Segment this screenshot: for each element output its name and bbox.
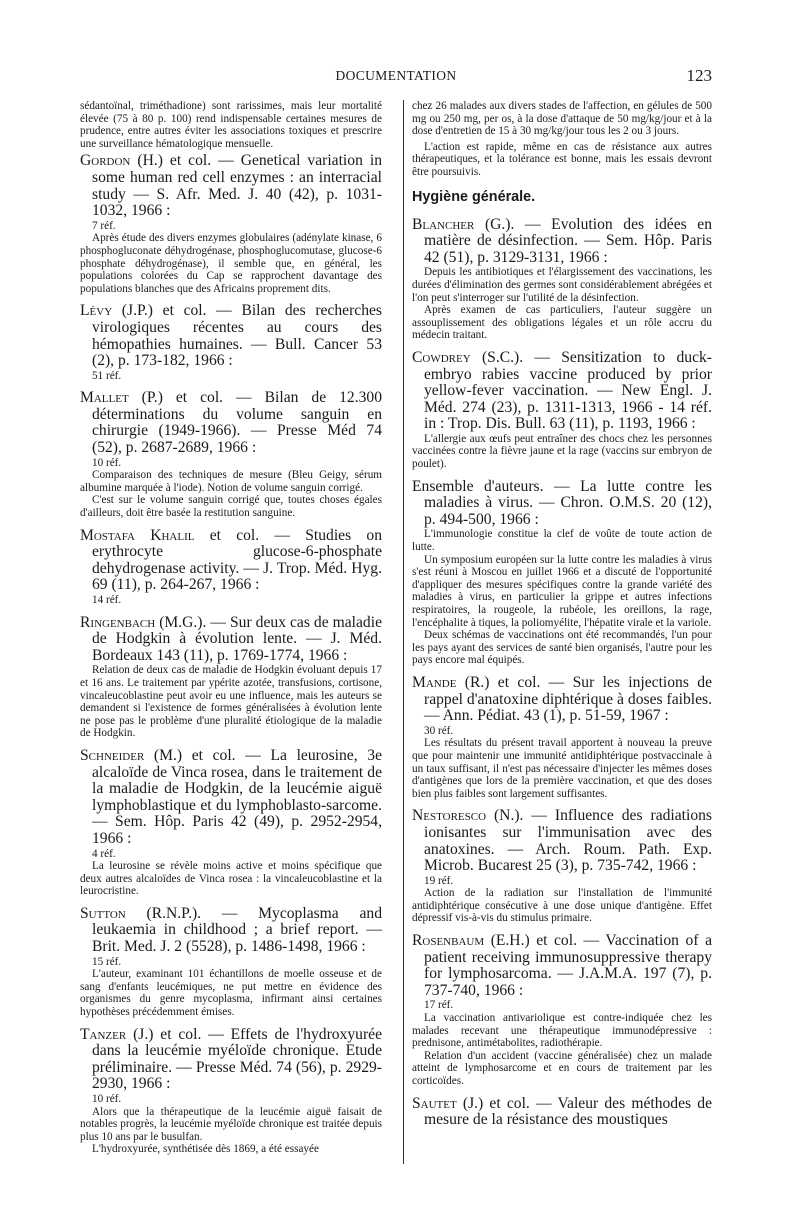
reference-count: 10 réf. <box>92 456 122 469</box>
bibliography-entry <box>412 1096 712 1129</box>
bibliography-entry <box>80 153 382 295</box>
bibliography-entry <box>412 933 712 1088</box>
citation-text: (M.G.). — Sur deux cas de maladie de Hodgkin à évolution lente. — J. Méd. Bordeaux 143 (11), p. 1769-1774, 1966 : <box>92 613 382 664</box>
author-name: Mostafa Khalil <box>80 526 195 544</box>
abstract-paragraph: Comparaison des techniques de mesure (Bleu Geigy, sérum albumine marquée à l'iode). Notion de volume sanguin corrigé. <box>80 469 382 494</box>
continuation-paragraph: chez 26 malades aux divers stades de l'affection, en gélules de 500 mg ou 250 mg, per os, à la dose d'attaque de 50 mg/kg/jour et à la dose d'entretien de 15 à 30 mg/kg/jour tous les 2 ou 3 jours. <box>412 100 712 138</box>
citation-text: (H.) et col. — Genetical variation in some human red cell enzymes : an interracial study — S. Afr. Med. J. 40 (42), p. 1031-1032, 1966 : <box>92 152 382 220</box>
bibliography-entry <box>412 350 712 471</box>
abstract-paragraph: L'hydroxyurée, synthétisée dès 1869, a été essayée <box>92 1143 319 1156</box>
bibliography-entry <box>80 748 382 898</box>
bibliography-entry <box>412 808 712 925</box>
citation <box>80 748 382 848</box>
author-name: Tanzer <box>80 1025 127 1043</box>
citation-text: (R.) et col. — Sur les injections de rappel d'anatoxine diphtérique à doses faibles. — Ann. Pédiat. 43 (1), p. 51-59, 1967 : <box>424 673 712 725</box>
citation-text: (P.) et col. — Bilan de 12.300 déterminations du volume sanguin en chirurgie (1949-1966). — Presse Méd 74 (52), p. 2687-2689, 1966 : <box>92 389 382 457</box>
author-name: Gordon <box>80 152 131 170</box>
reference-count: 17 réf. <box>424 999 454 1012</box>
citation <box>412 933 712 999</box>
page-number: 123 <box>686 66 712 85</box>
citation-text: (R.N.P.). — Mycoplasma and leukaemia in childhood ; a brief report. — Brit. Med. J. 2 (5528), p. 1486-1498, 1966 : <box>92 904 382 956</box>
author-name: Blancher <box>412 215 475 233</box>
author-name: Ringenbach <box>80 613 156 631</box>
citation-text: Ensemble d'auteurs. — La lutte contre les maladies à virus. — Chron. O.M.S. 20 (12), p. 494-500, 1966 : <box>412 477 712 528</box>
abstract-paragraph: La leurosine se révèle moins active et moins spécifique que deux autres alcaloïdes de Vinca rosea : la vincaleucoblastine et la leurocristine. <box>80 860 382 898</box>
author-name: Sautet <box>412 1094 457 1112</box>
abstract-paragraph: Un symposium européen sur la lutte contre les maladies à virus s'est réuni à Moscou en juillet 1966 et a discuté de l'opportunité d'appliquer des mesures spécifiques contre la grande variété des maladies à virus, en particulier la grippe et autres infections respiratoires, la rougeole, la rubéole, les oreillons, la rage, l'encéphalite à tiques, la poliomyélite, l'hépatite virale et la variole. <box>412 553 712 629</box>
author-name: Mande <box>412 673 457 691</box>
abstract-paragraph: L'allergie aux œufs peut entraîner des chocs chez les personnes vaccinées contre la fièvre jaune et la rage (vaccins sur embryon de poulet). <box>412 432 712 471</box>
abstract-paragraph: La vaccination antivariolique est contre-indiquée chez les malades recevant une thérapeutique immunodépressive : prednisone, antimétabolites, radiothérapie. <box>412 1012 712 1050</box>
citation <box>80 528 382 594</box>
continuation-paragraph: L'action est rapide, même en cas de résistance aux autres thérapeutiques, et la tolérance est bonne, mais les essais devront être poursuivis. <box>412 140 712 178</box>
citation <box>412 217 712 267</box>
bibliography-entry <box>80 906 382 1019</box>
citation <box>80 906 382 956</box>
bibliography-entry <box>412 217 712 342</box>
abstract-paragraph: L'immunologie constitue la clef de voûte de toute action de lutte. <box>412 528 712 554</box>
citation-text: (J.P.) et col. — Bilan des recherches virologiques récentes au cours des hémopathies humaines. — Bull. Cancer 53 (2), p. 173-182, 1966 : <box>92 302 382 370</box>
bibliography-entry <box>412 675 712 800</box>
author-name: Sutton <box>80 904 126 922</box>
abstract-paragraph: Les résultats du présent travail apportent à nouveau la preuve que pour maintenir une immunité antidiphtérique postvaccinale à un taux suffisant, il n'est pas nécessaire d'injecter les mêmes doses d'antigènes que lors de la première vaccination, et que des doses bien plus faibles sont largement suffisantes. <box>412 737 712 800</box>
citation <box>412 808 712 874</box>
citation-text: (J.) et col. — Effets de l'hydroxyurée dans la leucémie myéloïde chronique. Etude préliminaire. — Presse Méd. 74 (56), p. 2929-2930, 1966 : <box>92 1025 382 1093</box>
citation-text: (G.). — Evolution des idées en matière de désinfection. — Sem. Hôp. Paris 42 (51), p. 3129-3131, 1966 : <box>424 215 712 266</box>
citation-text: (E.H.) et col. — Vaccination of a patient receiving immunosuppressive therapy for lymphosarcoma. — J.A.M.A. 197 (7), p. 737-740, 1966 : <box>424 932 712 999</box>
citation <box>412 1096 712 1129</box>
author-name: Schneider <box>80 746 145 764</box>
citation-text: (N.). — Influence des radiations ionisantes sur l'immunisation avec des anatoxines. — Arch. Roum. Path. Exp. Microb. Bucarest 25 (3), p. 735-742, 1966 : <box>424 807 712 875</box>
bibliography-entry <box>80 303 382 382</box>
author-name: Lévy <box>80 302 113 320</box>
reference-count: 30 réf. <box>424 724 454 737</box>
reference-count: 51 réf. <box>92 369 122 382</box>
author-name: Mallet <box>80 389 129 407</box>
citation <box>80 153 382 219</box>
author-name: Rosenbaum <box>412 932 485 950</box>
citation <box>412 350 712 433</box>
right-column <box>403 100 712 1164</box>
abstract-paragraph: Après étude des divers enzymes globulaires (adénylate kinase, 6 phosphogluconate déhydrogénase, phosphoglucomutase, glucose-6 phosphate déhydrogénase), il semble que, en général, les populations colorées du Cap se rapprochent davantage des populations blanches que des Africains proprement dits. <box>80 232 382 295</box>
abstract-paragraph: Relation de deux cas de maladie de Hodgkin évoluant depuis 17 et 16 ans. Le traitement par ypérite azotée, transfusions, cortisone, vincaleucoblastine peut avoir eu une influence, mais les auteurs se demandent si l'existence de formes généralisées à évolution lente ne pose pas le problème d'une pluralité étiologique de la maladie de Hodgkin. <box>80 664 382 740</box>
citation <box>412 479 712 529</box>
citation <box>80 303 382 369</box>
citation-text: et col. — Studies on erythrocyte glucose-6-phosphate dehydrogenase activity. — J. Trop. Méd. Hyg. 69 (11), p. 264-267, 1966 : <box>92 526 382 594</box>
abstract-paragraph: Deux schémas de vaccinations ont été recommandés, l'un pour les pays ayant des services de santé bien organisés, l'autre pour les pays encore mal équipés. <box>412 629 712 667</box>
citation <box>80 1027 382 1093</box>
bibliography-entry <box>80 528 382 607</box>
bibliography-entry <box>412 479 712 667</box>
abstract-paragraph: L'auteur, examinant 101 échantillons de moelle osseuse et de sang d'enfants leucémiques, ne put mettre en évidence des organismes du genre mycoplasma, infirmant ainsi certaines hypothèses précédemment émises. <box>80 968 382 1019</box>
continuation-text: sédantoïnal, triméthadione) sont rarissimes, mais leur mortalité élevée (75 à 80 p. 100) rend indispensable certaines mesures de prudence, entre autres éviter les associations toxiques et prescrire une surveillance hématologique mensuelle. <box>80 100 382 150</box>
citation <box>412 675 712 725</box>
abstract-paragraph: Relation d'un accident (vaccine généralisée) chez un malade atteint de lymphosarcome et en cours de traitement par les corticoïdes. <box>412 1049 712 1087</box>
bibliography-entry <box>80 615 382 740</box>
citation-text: (J.) et col. — Valeur des méthodes de mesure de la résistance des moustiques <box>424 1094 712 1129</box>
abstract-paragraph: Depuis les antibiotiques et l'élargissement des vaccinations, les durées d'élimination des germes sont considérablement abrégées et l'on peut s'interroger sur l'utilité de la désinfection. <box>412 266 712 304</box>
reference-count: 19 réf. <box>424 874 454 887</box>
abstract-paragraph: Après examen de cas particuliers, l'auteur suggère un assouplissement des obligations légales et un rôle accru du médecin traitant. <box>412 304 712 342</box>
bibliography-entry <box>80 1027 382 1156</box>
text-columns <box>80 100 712 1164</box>
reference-count: 14 réf. <box>92 594 122 606</box>
running-title: DOCUMENTATION <box>335 68 457 83</box>
abstract-paragraph: Alors que la thérapeutique de la leucémie aiguë faisait de notables progrès, la leucémie myéloïde chronique est traitée depuis plus 10 ans par le busulfan. <box>80 1105 382 1143</box>
author-name: Cowdrey <box>412 348 471 366</box>
author-name: Nestoresco <box>412 807 487 825</box>
reference-count: 10 réf. <box>92 1093 122 1105</box>
reference-count: 15 réf. <box>92 955 122 968</box>
continuation-block <box>412 100 712 179</box>
reference-count: 7 réf. <box>92 219 116 232</box>
citation-text: (M.) et col. — La leurosine, 3e alcaloïde de Vinca rosea, dans le traitement de la maladie de Hodgkin, de la leucémie aiguë lymphoblastique et du lymphoblasto-sarcome. — Sem. Hôp. Paris 42 (49), p. 2952-2954, 1966 : <box>92 746 382 847</box>
citation <box>80 390 382 456</box>
abstract-paragraph: C'est sur le volume sanguin corrigé que, toutes choses égales d'ailleurs, doit être basée la restitution sanguine. <box>80 494 382 520</box>
citation <box>80 615 382 665</box>
reference-count: 4 réf. <box>92 847 116 860</box>
running-head <box>80 66 712 86</box>
section-heading: Hygiène générale. <box>412 188 536 205</box>
left-column <box>80 100 386 1164</box>
bibliography-entry <box>80 390 382 519</box>
abstract-paragraph: Action de la radiation sur l'installation de l'immunité antidiphtérique consécutive à une dose unique d'antigène. Effet dépressif vis-à-vis du stimulus primaire. <box>412 887 712 925</box>
citation-text: (S.C.). — Sensitization to duck-embryo rabies vaccine produced by prior yellow-fever vaccination. — New Engl. J. Méd. 274 (23), p. 1311-1313, 1966 - 14 réf. in : Trop. Dis. Bull. 63 (11), p. 1193, 1966 : <box>424 348 712 433</box>
